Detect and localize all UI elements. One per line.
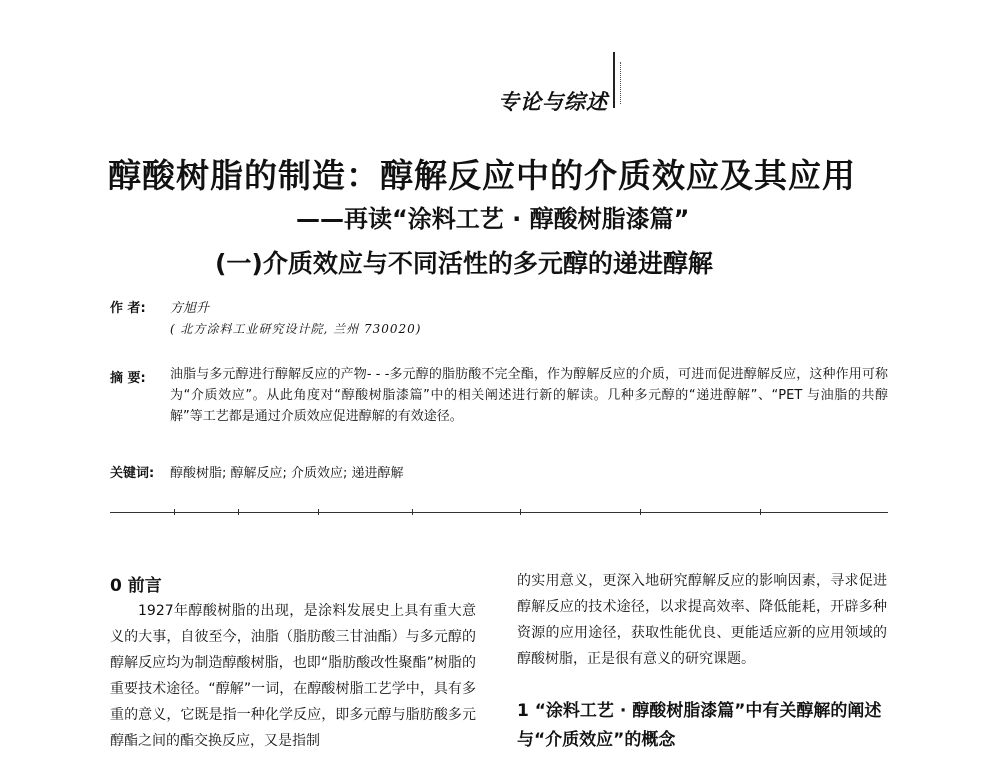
paper-subtitle-part: (一)介质效应与不同活性的多元醇的递进醇解: [215, 249, 713, 278]
divider-tick: [238, 509, 239, 515]
section-1-heading: 1 “涂料工艺 · 醇酸树脂漆篇”中有关醇解的阐述与“介质效应”的概念: [517, 701, 882, 750]
divider-tick: [412, 509, 413, 515]
author-label: 作 者:: [110, 301, 146, 316]
divider-tick: [640, 509, 641, 515]
header-divider: [110, 512, 888, 513]
section-0-paragraph: 1927年醇酸树脂的出现，是涂料发展史上具有重大意义的大事，自彼至今，油脂（脂肪酸三甘油酯）与多元醇的醇解反应均为制造醇酸树脂，也即“脂肪酸改性聚酯”树脂的重要技术途径。“醇解”一词，在醇酸树脂工艺学中，具有多重的意义，它既是指一种化学反应，即多元醇与脂肪酸多元醇酯之间的酯交换反应，又是指制: [110, 603, 476, 749]
keywords-text: 醇酸树脂; 醇解反应; 介质效应; 递进醇解: [170, 466, 404, 481]
abstract-text: 油脂与多元醇进行醇解反应的产物- - -多元醇的脂肪酸不完全酯，作为醇解反应的介质，可进而促进醇解反应，这种作用可称为“介质效应”。从此角度对“醇酸树脂漆篇”中的相关阐述进行新的解读。几种多元醇的“递进醇解”、“PET 与油脂的共醇解”等工艺都是通过介质效应促进醇解的有效途径。: [170, 367, 888, 424]
divider-tick: [520, 509, 521, 515]
author-name: 方旭升: [170, 301, 210, 316]
header-dotted-rule: [620, 62, 622, 104]
paper-subtitle: ——再读“涂料工艺 · 醇酸树脂漆篇”: [296, 205, 690, 233]
section-0-heading: 0 前言: [110, 576, 162, 596]
section-tag: 专论与综述: [498, 90, 608, 114]
header-vertical-rule: [613, 52, 615, 108]
right-column-paragraph: 的实用意义，更深入地研究醇解反应的影响因素，寻求促进醇解反应的技术途径，以求提高效率、降低能耗，开辟多种资源的应用途径，获取性能优良、更能适应新的应用领域的醇酸树脂，正是很有意义的研究课题。: [517, 573, 887, 667]
paper-title: 醇酸树脂的制造：醇解反应中的介质效应及其应用: [108, 156, 856, 195]
author-affiliation: ( 北方涂料工业研究设计院, 兰州 730020): [170, 322, 422, 336]
divider-tick: [318, 509, 319, 515]
abstract-label: 摘 要:: [110, 371, 146, 386]
divider-tick: [174, 509, 175, 515]
divider-tick: [760, 509, 761, 515]
keywords-label: 关键词:: [110, 466, 155, 481]
